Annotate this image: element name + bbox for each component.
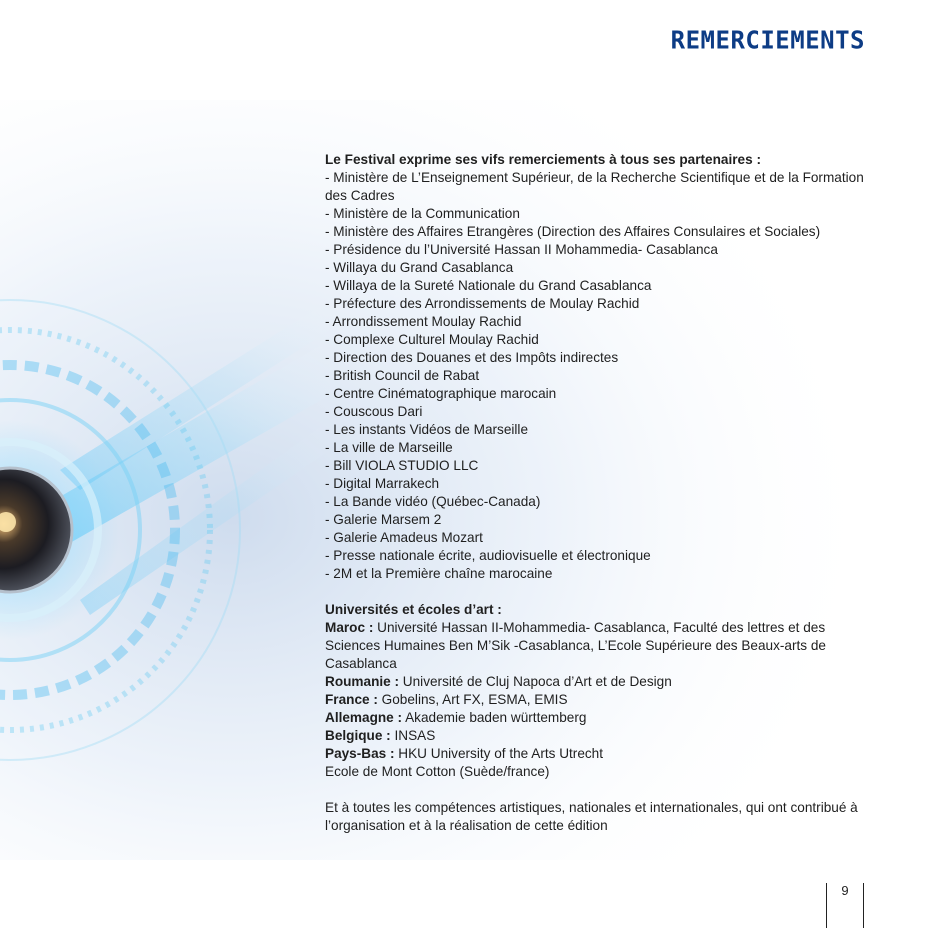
- school-country: Roumanie :: [325, 674, 400, 689]
- partner-item: - Centre Cinématographique marocain: [325, 386, 557, 401]
- partner-item: - British Council de Rabat: [325, 368, 480, 383]
- partner-item: - Ministère des Affaires Etrangères (Direction des Affaires Consulaires et Sociales): [325, 224, 821, 239]
- partners-list: [325, 169, 870, 583]
- partner-item: - Ministère de la Communication: [325, 206, 520, 221]
- partner-item: - Couscous Dari: [325, 404, 423, 419]
- partner-item: - La ville de Marseille: [325, 440, 453, 455]
- partner-item: - Willaya de la Sureté Nationale du Grand Casablanca: [325, 278, 652, 293]
- school-names: HKU University of the Arts Utrecht: [394, 746, 604, 761]
- acknowledgements-body: [325, 151, 870, 835]
- partners-heading: Le Festival exprime ses vifs remerciements à tous ses partenaires :: [325, 152, 761, 167]
- school-names: Université Hassan II-Mohammedia- Casablanca, Faculté des lettres et des Sciences Humaines Ben M’Sik -Casablanca, L’Ecole Supérieure des Beaux-arts de Casablanca: [325, 620, 826, 671]
- school-entry: [325, 727, 870, 745]
- partner-item: - Willaya du Grand Casablanca: [325, 260, 514, 275]
- school-entry: [325, 745, 870, 763]
- partner-item: - Galerie Amadeus Mozart: [325, 530, 483, 545]
- partner-item: - Direction des Douanes et des Impôts indirectes: [325, 350, 619, 365]
- page-title: REMERCIEMENTS: [670, 25, 865, 55]
- school-country: France :: [325, 692, 378, 707]
- partner-item: - Bill VIOLA STUDIO LLC: [325, 458, 479, 473]
- partner-item: - Présidence du l’Université Hassan II Mohammedia- Casablanca: [325, 242, 718, 257]
- partner-item: - Presse nationale écrite, audiovisuelle et électronique: [325, 548, 651, 563]
- partner-item: - Digital Marrakech: [325, 476, 440, 491]
- partner-item: - Préfecture des Arrondissements de Moulay Rachid: [325, 296, 640, 311]
- school-names: INSAS: [390, 728, 436, 743]
- school-entry: [325, 709, 870, 727]
- school-entry: [325, 691, 870, 709]
- partner-item: - 2M et la Première chaîne marocaine: [325, 566, 553, 581]
- school-country: Pays-Bas :: [325, 746, 395, 761]
- school-country: Maroc :: [325, 620, 374, 635]
- school-names: Akademie baden württemberg: [402, 710, 587, 725]
- partner-item: - Les instants Vidéos de Marseille: [325, 422, 529, 437]
- school-country: Allemagne :: [325, 710, 403, 725]
- school-names: Université de Cluj Napoca d’Art et de Design: [399, 674, 672, 689]
- schools-extra: Ecole de Mont Cotton (Suède/france): [325, 764, 550, 779]
- partner-item: - Complexe Culturel Moulay Rachid: [325, 332, 539, 347]
- closing-text: Et à toutes les compétences artistiques, nationales et internationales, qui ont contribué à l’organisation et à la réalisation de cette édition: [325, 800, 858, 833]
- partner-item: - La Bande vidéo (Québec-Canada): [325, 494, 541, 509]
- school-country: Belgique :: [325, 728, 391, 743]
- partner-item: - Arrondissement Moulay Rachid: [325, 314, 522, 329]
- school-entry: [325, 673, 870, 691]
- school-names: Gobelins, Art FX, ESMA, EMIS: [377, 692, 568, 707]
- page-number: 9: [826, 883, 864, 928]
- partner-item: - Galerie Marsem 2: [325, 512, 442, 527]
- schools-list: [325, 619, 870, 763]
- partner-item: - Ministère de L’Enseignement Supérieur, de la Recherche Scientifique et de la Formation des Cadres: [325, 170, 864, 203]
- schools-heading: Universités et écoles d’art :: [325, 602, 502, 617]
- school-entry: [325, 619, 870, 673]
